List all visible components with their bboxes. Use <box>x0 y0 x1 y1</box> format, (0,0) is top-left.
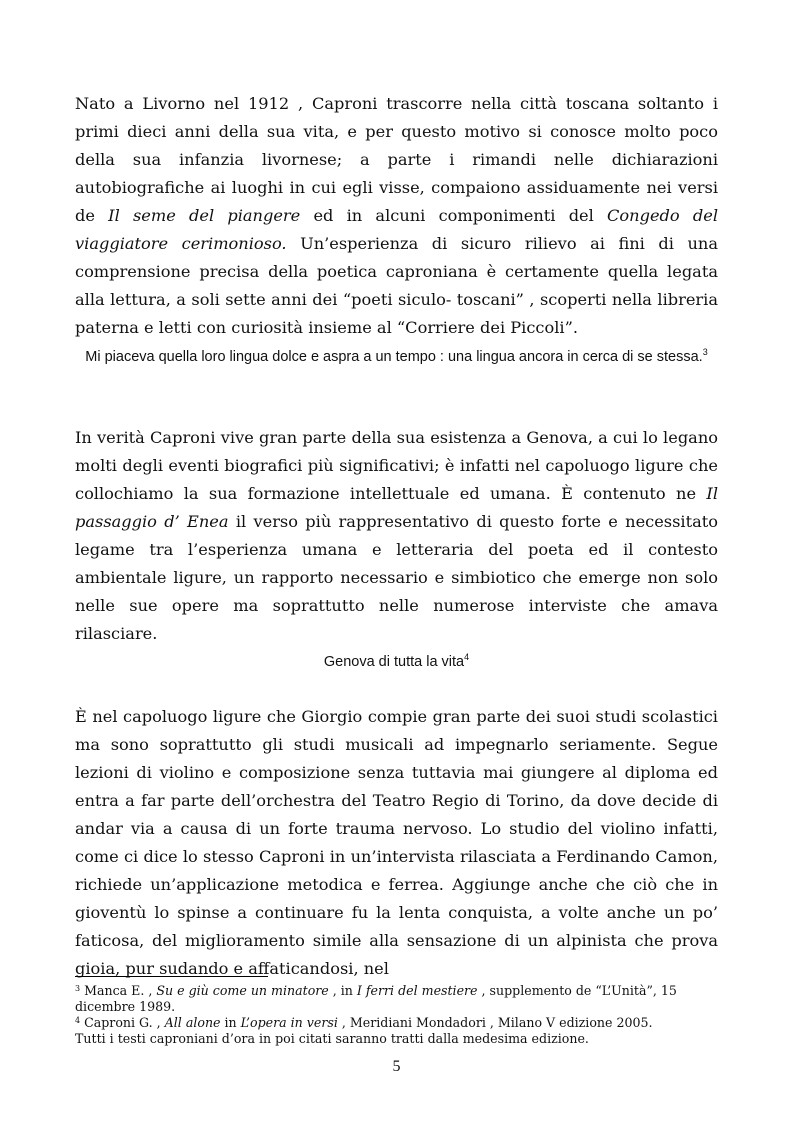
footnote-text: Caproni G. , <box>80 1015 165 1030</box>
footnote-4 <box>75 1015 695 1031</box>
footnote-separator <box>75 976 268 977</box>
paragraph-text: È nel capoluogo ligure che Giorgio compie gran parte dei suoi studi scolastici ma sono soprattutto gli studi musicali ad impegnarlo seriamente. Segue lezioni di violino e composizione senza tuttavia mai giungere al diploma ed entra a far parte dell’orchestra del Teatro Regio di Torino, da dove decide di andar via a causa di un forte trauma nervoso. Lo studio del violino infatti, come ci dice lo stesso Caproni in un’intervista rilasciata a Ferdinando Camon, richiede un’applicazione metodica e ferrea. Aggiunge anche che ciò che in gioventù lo spinse a continuare fu la lenta conquista, a volte anche un po’ faticosa, del miglioramento simile alla sensazione di un alpinista che prova gioia, pur sudando e affaticandosi, nel <box>75 707 718 978</box>
footnote-text: , supplemento de “L’Unità”, 15 dicembre 1989. <box>75 983 677 1014</box>
paragraph-genova <box>75 424 718 648</box>
paragraph-text: il verso più rappresentativo di questo forte e necessitato legame tra l’esperienza umana e letteraria del poeta ed il contesto ambientale ligure, un rapporto necessario e simbiotico che emerge non solo nelle sue opere ma soprattutto nelle numerose interviste che amava rilasciare. <box>75 512 718 643</box>
footnote-title: All alone <box>164 1015 221 1030</box>
quote-text: Mi piaceva quella loro lingua dolce e aspra a un tempo : una lingua ancora in cerca di se stessa. <box>85 349 703 365</box>
footnote-ref: 3 <box>702 347 708 357</box>
footnote-title: I ferri del mestiere <box>356 983 478 998</box>
paragraph-studi <box>75 703 718 983</box>
book-title: Il seme del piangere <box>108 206 301 225</box>
paragraph-text: Nato a Livorno nel 1912 , Caproni trascorre nella città toscana soltanto i primi dieci anni della sua vita, e per questo motivo si conosce molto poco della sua infanzia livornese; a parte i rimandi nelle dichiarazioni autobiografiche ai luoghi in cui egli visse, compaiono assiduamente nei versi de <box>75 94 718 225</box>
book-title: Il passaggio d’ Enea <box>75 484 718 531</box>
quote-lingua <box>75 345 718 369</box>
paragraph-text: Un’esperienza di sicuro rilievo ai fini di una comprensione precisa della poetica caproniana è certamente quella legata alla lettura, a soli sette anni dei “poeti siculo- toscani” , scoperti nella libreria paterna e letti con curiosità insieme al “Corriere dei Piccoli”. <box>75 234 718 337</box>
paragraph-livorno <box>75 90 718 342</box>
footnote-text: in <box>220 1015 241 1030</box>
book-title: Congedo del viaggiatore cerimonioso. <box>75 206 718 253</box>
footnote-title: Su e giù come un minatore <box>156 983 329 998</box>
footnote-4-continuation: Tutti i testi caproniani d’ora in poi citati saranno tratti dalla medesima edizione. <box>75 1031 589 1046</box>
footnote-text: Manca E. , <box>80 983 157 998</box>
footnote-text: , in <box>328 983 357 998</box>
footnote-mark: 4 <box>75 1016 81 1025</box>
quote-text: Genova di tutta la vita <box>323 654 465 670</box>
page-number: 5 <box>392 1058 401 1075</box>
quote-genova <box>75 650 718 674</box>
footnote-3 <box>75 983 695 1015</box>
footnote-mark: 3 <box>75 984 81 993</box>
footnote-title: L’opera in versi <box>240 1015 338 1030</box>
footnote-text: , Meridiani Mondadori , Milano V edizione 2005. <box>337 1015 653 1030</box>
paragraph-text: ed in alcuni componimenti del <box>300 206 608 225</box>
paragraph-text: In verità Caproni vive gran parte della sua esistenza a Genova, a cui lo legano molti degli eventi biografici più significativi; è infatti nel capoluogo ligure che collochiamo la sua formazione intellettuale ed umana. È contenuto ne <box>75 428 718 503</box>
footnotes <box>75 983 695 1047</box>
footnote-ref: 4 <box>464 652 470 662</box>
